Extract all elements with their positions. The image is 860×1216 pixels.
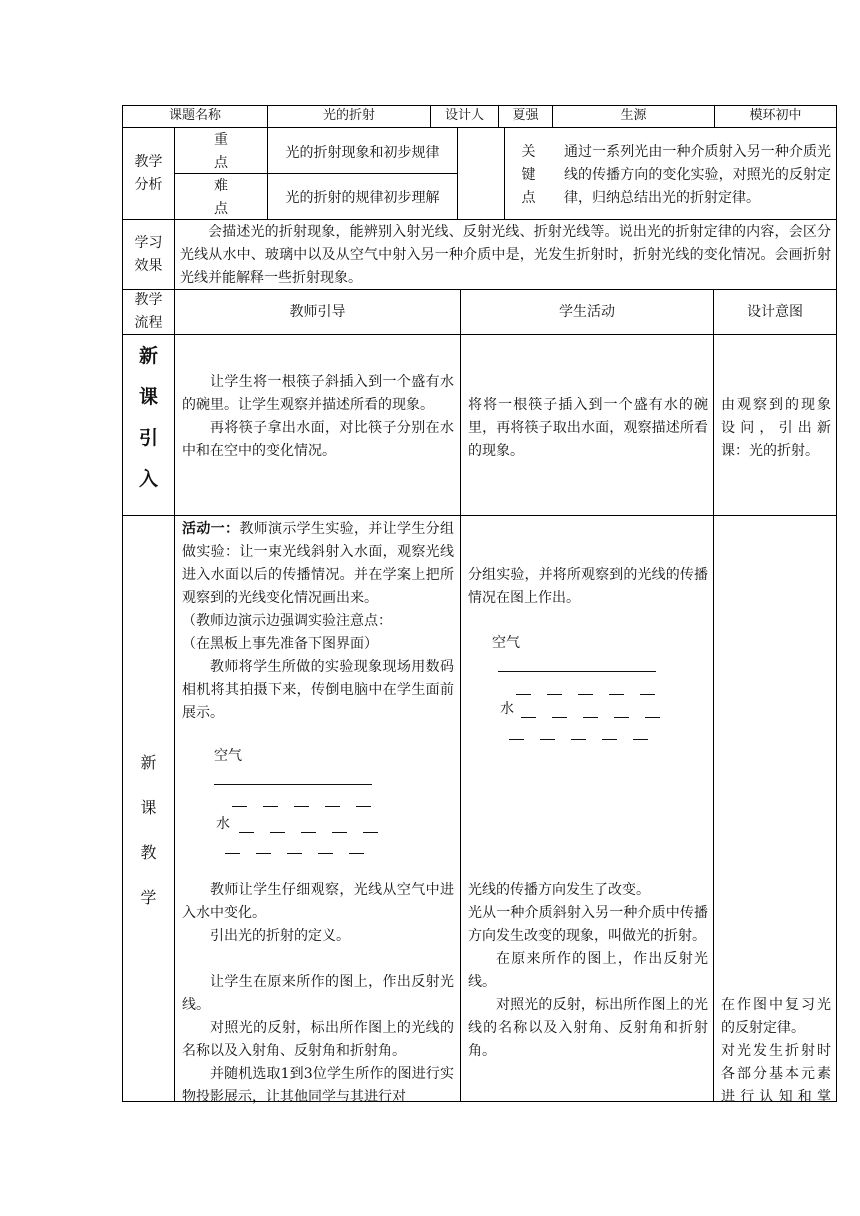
activity-label: 活动一： bbox=[182, 521, 240, 537]
design-intent-header: 设计意图 bbox=[747, 304, 803, 320]
designer-value: 夏强 bbox=[512, 108, 539, 123]
lesson-teacher-2: 教师让学生仔细观察，光线从空气中进入水中变化。 引出光的折射的定义。 让学生在原来所作的图上，作出反射光线。 对照光的反射，标出所作图上的光线的名称以及入射角、反射角和折射角。 并随机选取1到3位学生所作的图进行实物投影展示，让其他同学与其进行对 bbox=[182, 882, 454, 1105]
intro-intent: 由观察到的现象设问，引出新课：光的折射。 bbox=[721, 397, 831, 459]
diagram-air-label-student: 空气 bbox=[492, 635, 520, 651]
crux-value: 通过一系列光由一种介质射入另一种介质光线的传播方向的变化实验，对照光的反射定律，归纳总结出光的折射定律。 bbox=[564, 144, 831, 206]
topic-value: 光的折射 bbox=[322, 108, 375, 123]
lesson-teacher bbox=[182, 518, 454, 725]
diagram-water-label-student: 水 bbox=[500, 701, 514, 717]
crux-label: 关 键 点 bbox=[521, 144, 536, 206]
diagram-air-label-teacher: 空气 bbox=[214, 748, 242, 764]
students-value: 模环初中 bbox=[749, 108, 802, 123]
key-point-value: 光的折射现象和初步规律 bbox=[285, 145, 440, 161]
student-p1: 分组实验，并将所观察到的光线的传播情况在图上作出。 bbox=[468, 567, 708, 606]
teacher-p3: 教师将学生所做的实验现象现场用数码相机将其拍摄下来，传倒电脑中在学生面前展示。 bbox=[182, 659, 454, 721]
intro-student: 将将一根筷子插入到一个盛有水的碗里，再将筷子取出水面，观察描述所看的现象。 bbox=[468, 397, 708, 459]
diagram-water-dashes bbox=[509, 729, 664, 748]
difficulty-value: 光的折射的规律初步理解 bbox=[285, 190, 440, 206]
activity-text: 教师演示学生实验，并让学生分组做实验：让一束光线斜射入水面，观察光线进入水面以后的传播情况。并在学案上把所观察到的光线变化情况画出来。 bbox=[182, 521, 455, 606]
intro-label: 新 课 引 入 bbox=[138, 345, 158, 490]
lesson-student-2: 光线的传播方向发生了改变。 光从一种介质斜射入另一种介质中传播方向发生改变的现象，叫做光的折射。 在原来所作的图上，作出反射光线。 对照光的反射，标出所作图上的光线的名称以及入射角、反射角和折射角。 bbox=[468, 882, 708, 1059]
lesson-label: 新 课 教 学 bbox=[140, 753, 157, 907]
diagram-water-dashes bbox=[516, 684, 671, 703]
effect-text: 会描述光的折射现象，能辨别入射光线、反射光线、折射光线等。说出光的折射定律的内容，会区分光线从水中、玻璃中以及从空气中射入另一种介质中是，光发生折射时，折射光线的变化情况。会画折射光线并能解释一些折射现象。 bbox=[180, 224, 831, 286]
note-1: （教师边演示边强调实验注意点： bbox=[182, 613, 392, 629]
flow-label: 教学 流程 bbox=[134, 292, 163, 331]
note-2: （在黑板上事先准备下图界面） bbox=[182, 636, 378, 652]
students-label: 生源 bbox=[620, 108, 647, 123]
effect-label: 学习 效果 bbox=[134, 235, 163, 274]
diagram-water-label-teacher: 水 bbox=[216, 816, 230, 832]
diagram-interface-line bbox=[214, 784, 372, 785]
diagram-water-dashes bbox=[232, 796, 387, 815]
topic-label: 课题名称 bbox=[168, 108, 221, 123]
key-point-label: 重 点 bbox=[214, 132, 228, 171]
intro-teacher: 让学生将一根筷子斜插入到一个盛有水的碗里。让学生观察并描述所看的现象。 再将筷子拿出水面，对比筷子分别在水中和在空中的变化情况。 bbox=[182, 374, 454, 459]
difficulty-label: 难 点 bbox=[214, 178, 228, 217]
diagram-water-dashes bbox=[225, 843, 380, 862]
diagram-water-dashes bbox=[521, 707, 676, 726]
diagram-water-dashes bbox=[239, 822, 394, 841]
teacher-guide-header: 教师引导 bbox=[289, 304, 346, 320]
analysis-label: 教学 分析 bbox=[134, 154, 163, 193]
diagram-interface-line bbox=[498, 671, 656, 672]
designer-label: 设计人 bbox=[444, 108, 484, 123]
lesson-intent: 在作图中复习光的反射定律。 对光发生折射时各部分基本元素进行认知和掌 bbox=[721, 997, 831, 1105]
student-activity-header: 学生活动 bbox=[559, 304, 615, 320]
